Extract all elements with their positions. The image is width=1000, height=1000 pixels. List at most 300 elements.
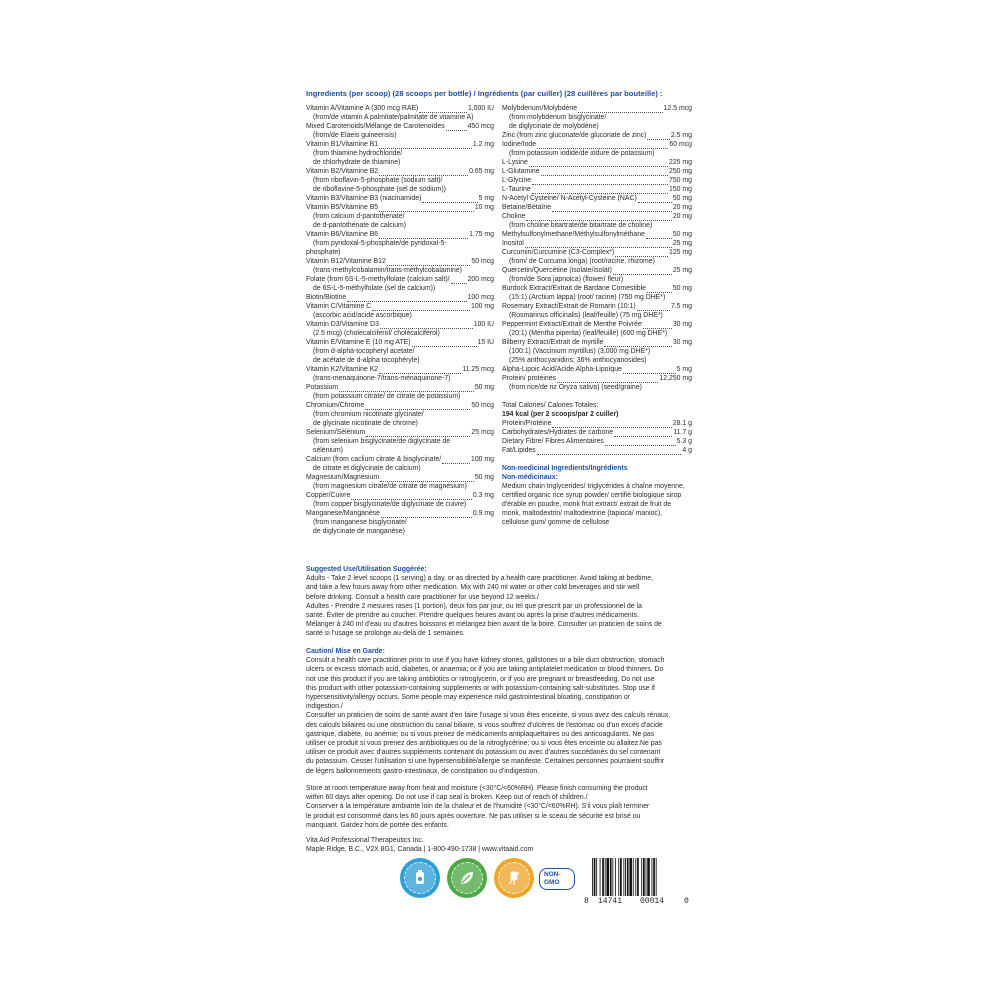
dot-leader [339,385,474,393]
ingredient-amount: 1,000 IU [467,105,494,112]
barcode-bar [641,858,642,896]
ingredient-amount: 1.75 mg [469,231,494,238]
ingredient-name: Vitamin B12/Vitamine B12 [306,258,386,265]
text-line: le produit est consommé dans les 60 jours après ouverture. Ne pas utiliser si le sceau de sécurité est brisé ou [306,812,641,820]
ingredient-row [502,230,692,239]
ingredient-name: Folate (from 6S-L-5-methylfolate (calcium salt)/ [306,276,450,283]
barcode-bar [615,858,616,896]
ingredient-name: Methylsulfonylmethane/Méthylsulfonylméthane [502,231,645,238]
ingredient-row [502,266,692,275]
dot-leader [647,133,670,141]
ingredient-name: Magnesium/Magnésium [306,474,380,481]
ingredient-row [502,131,692,140]
ingredient-source: (from/de Sora japnoica) (flower/ fleur) [509,276,624,283]
ingredient-name: Inositol [502,240,524,247]
ingredient-source: de chlorhydrate de thiamine) [313,159,401,166]
dot-leader [643,322,672,330]
text-line: and take a few hours away from other medication. Mix with 240 ml water or other cold beverages and stir well [306,584,640,592]
ingredient-name: Potassium [306,384,339,391]
ingredient-row [306,122,494,131]
ingredient-source: de glycinate nicotinate de chrome) [313,420,418,427]
dot-leader [525,241,672,249]
ingredient-amount: 11.25 mcg [462,366,494,373]
ingredient-name: Vitamin E/Vitamine E (10 mg ATE) [306,339,411,346]
ingredient-amount: 10 mg [474,204,494,211]
ingredient-source: de diglycinate de manganèse) [313,528,405,535]
ingredient-row [306,365,494,374]
dot-leader [613,268,672,276]
ingredient-row [306,383,494,392]
text-line: Adultes - Prendre 2 mesures rases (1 portion), deux fois par jour, ou tel que prescrit par un professionnel de la [306,602,642,610]
ingredient-amount: 50 mcg [471,258,494,265]
ingredient-amount: 28.1 g [672,420,692,427]
dot-leader [537,142,668,150]
ingredient-row [306,230,494,239]
ingredient-name: N-Acetyl Cysteine/ N-Acétyl-Cystéine (NAC) [502,195,637,202]
barcode-bar [653,858,655,896]
ingredient-row [502,320,692,329]
ingredient-amount: 50 mg [474,384,494,391]
ingredient-name: Choline [502,213,526,220]
ingredient-name: Vitamin D3/Vitamine D3 [306,321,379,328]
dot-leader [347,295,466,303]
barcode-bar [605,858,606,896]
dot-leader [615,250,668,258]
caution-section [306,647,698,776]
ingredient-row [306,491,494,500]
barcode-bar [606,858,609,896]
ingredient-row [502,302,692,311]
ingredient-amount: 0.3 mg [472,492,494,499]
ingredient-row [502,167,692,176]
ingredient-row [502,104,692,113]
text-line: before drinking. Consult a health care practitioner for use beyond 12 weeks./ [306,593,539,601]
ingredient-row [306,320,494,329]
ingredient-name: Selenium/Sélénium [306,429,366,436]
barcode-bar [625,858,626,896]
ingredient-source: (from/de Elaeis guineensis) [313,132,397,139]
ingredient-amount: 200 mcg [467,276,494,283]
dot-leader [379,142,472,150]
barcode-bar [610,858,612,896]
vegan-badge-icon [400,858,440,898]
ingredient-row [502,194,692,203]
ingredient-name: Vitamin K2/Vitamine K2 [306,366,379,373]
ingredient-source: (100:1) (Vaccinium myrtillus) (3,000 mg DHE*) [509,348,651,355]
ingredient-source: (from magnesium citrate/de citrate de magnésium) [313,483,467,490]
barcode-bar [592,858,593,896]
ingredient-amount: 5 mg [676,366,692,373]
ingredient-row [502,374,692,383]
ingredients-left-column [306,104,494,536]
ingredient-source: (15:1) (Arctium lappa) (root/ racine) (750 mg DHE*) [509,294,666,301]
dot-leader [379,205,474,213]
ingredient-amount: 0.9 mg [472,510,494,517]
ingredient-amount: 7.5 mg [670,303,692,310]
ingredient-name: Molybdenum/Molybdène [502,105,578,112]
barcode-bar [612,858,613,896]
ingredient-amount: 100 IU [473,321,494,328]
text-line: within 60 days after opening. Do not use if cap seal is broken. Keep out of reach of children./ [306,794,588,802]
ingredient-source: (25% anthocyanidins; 36% anthocyanosides) [509,357,647,364]
non-medicinal-title: Non-medicinal Ingredients/Ingrédients [502,465,628,472]
ingredient-row [502,338,692,347]
barcode-bar [596,858,597,896]
ingredient-amount: 5.3 g [676,438,692,445]
ingredient-amount: 20 mg [672,204,692,211]
ingredient-source: (from chromium nicotinate glycinate/ [313,411,424,418]
ingredient-name: Bilberry Extract/Extrait de myrtille [502,339,604,346]
ingredient-row [306,275,494,284]
ingredient-amount: 25 mcg [471,429,494,436]
ingredient-source: de 6S-L-5-méthylfolate (sel de calcium)) [313,285,436,292]
ingredient-amount: 25 mg [672,240,692,247]
ingredient-row [306,473,494,482]
barcode-left-group: 14741 [598,897,623,906]
ingredient-amount: 5 mg [478,195,494,202]
ingredient-source: de diglycinate de molybdène) [509,123,599,130]
dot-leader [387,259,471,267]
ingredient-source: (from rice/de riz Oryza sativa) (seed/graine) [509,384,642,391]
dot-leader [379,367,461,375]
ingredient-amount: 750 mg [669,177,692,184]
ingredient-name: L-Taurine [502,186,531,193]
ingredient-source: (ascorbic acid/acide ascorbique) [313,312,412,319]
ingredient-name: Vitamin B3/Vitamine B3 (niacinamide) [306,195,422,202]
ingredient-row [306,509,494,518]
barcode-bar [635,858,636,896]
ingredient-row [306,167,494,176]
calories-breakdown [502,419,692,455]
text-line: utiliser ce produit avec d'autres suppléments contenant du potassium ou avec d'autres succédanés du sel contenant [306,749,661,757]
ingredient-row [306,302,494,311]
dot-leader [442,457,470,465]
ingredient-row [306,203,494,212]
ingredient-amount: 25 mg [672,267,692,274]
ingredient-name: Vitamin A/Vitamine A (300 mcg RAE) [306,105,419,112]
dot-leader [381,511,472,519]
ingredient-name: Biotin/Biotine [306,294,347,301]
ingredient-amount: 30 mg [672,321,692,328]
barcode-bar [623,858,624,896]
certification-badges [400,858,580,902]
ingredient-row [306,428,494,437]
ingredient-row [502,212,692,221]
dot-leader [552,421,671,429]
ingredient-amount: 20 mg [672,213,692,220]
barcode-bar [618,858,619,896]
ingredient-name: Vitamin B2/Vitamine B2 [306,168,379,175]
ingredient-source: (from choline bitartrate/de bitartrate de choline) [509,222,653,229]
ingredient-source: (trans-menaquinone-7/trans-ménaquinone-7) [313,375,451,382]
dot-leader [419,106,467,114]
ingredient-amount: 100 mg [471,456,494,463]
dot-leader [541,169,668,177]
storage-text [306,784,698,830]
text-line: Consult a health care practitioner prior to use if you have kidney stones, gallstones or a bile duct obstruction, stomach [306,657,665,665]
ingredient-amount: 50 mg [672,195,692,202]
ingredients-right-list [502,104,692,392]
ingredient-source: (from thiamine hydrochloride/ [313,150,403,157]
dot-leader [646,232,672,240]
ingredient-source: (from copper bisglycinate/de diglycinate de cuivre) [313,501,467,508]
barcode-bars [592,858,682,896]
text-line: ulcers or excess stomach acid, diabetes, or anaemia; or if you are taking antiplatelet medication or blood thinners. Do [306,666,664,674]
barcode-bar [652,858,653,896]
barcode-bar [602,858,604,896]
ingredient-name: Vitamin B1/Vitamine B1 [306,141,379,148]
ingredient-amount: 50 mcg [471,402,494,409]
dot-leader [637,304,670,312]
ingredient-name: Iodine/Iode [502,141,537,148]
suggested-use-section [306,565,698,639]
company-address: Maple Ridge, B.C., V2X 8G1, Canada | 1-800-490-1738 | www.vitaaid.com [306,846,534,854]
ingredient-source: (from/de vitamin A palmitate/palmitate de vitamine A) [313,114,474,121]
ingredient-row [306,401,494,410]
ingredient-row [502,239,692,248]
ingredients-right-column [502,104,692,527]
barcode-bar [647,858,650,896]
ingredient-row [306,338,494,347]
dot-leader [372,304,470,312]
ingredient-source: (2.5 mcg) (cholecalciferol/ cholécalciférol) [313,330,440,337]
text-line: santé. Éviter de prendre au coucher. Prendre quelques heures avant ou après la prise d'autres médicaments. [306,612,640,620]
dot-leader [365,403,470,411]
ingredient-row [502,248,692,257]
company-name: Vita Aid Professional Therapeutics Inc. [306,837,424,844]
ingredient-amount: 125 mg [669,249,692,256]
ingredient-source: (from riboflavin-5-phosphate (sodium salt)/ [313,177,443,184]
dot-leader [526,214,671,222]
barcode-last-digit: 0 [684,897,689,906]
calories-kcal: 194 kcal (per 2 scoops/par 2 cuiller) [502,411,619,418]
ingredient-name: Alpha-Lipoic Acid/Acide Alpha-Lipoïque [502,366,622,373]
ingredient-name: Vitamin B5/Vitamine B5 [306,204,379,211]
ingredient-name: Fat/Lipides [502,447,536,454]
ingredient-source: (from selenium bisglycinate/de diglycinate de [313,438,451,445]
text-line: des calculs biliaires ou une obstruction du canal biliaire, si vous souffrez d'ulcères de l'estomac ou d'un excès d'acide [306,721,663,729]
text-line: Conserver à la température ambiante loin de la chaleur et de l'humidité (<30°C/<60%RH). S'il vous plaît terminer [306,803,650,811]
ingredient-row [306,104,494,113]
non-medicinal-body: Medium chain triglycerides/ triglycérides à chaîne moyenne, certified organic rice syrup powder/ certifié biologique sirop d'érable en poudre, monk fruit extract/ extrait de fruit de monk, maltodextrin/ maltodextrine (tapioca/ manioc), cellulose gum/ gomme de cellulose [502,483,685,526]
ingredient-row [502,158,692,167]
ingredient-name: Rosemary Extract/Extrait de Romarin (10:1) [502,303,636,310]
dot-leader [529,160,668,168]
dot-leader [532,178,668,186]
ingredient-source: (from potassium citrate/ de citrate de potassium) [313,393,461,400]
ingredient-source: (from potassium iodide/de iodure de potassium) [509,150,655,157]
ingredient-row [306,293,494,302]
ingredient-source: de citrate et diglycinate de calcium) [313,465,421,472]
barcode-bar [656,858,657,896]
dot-leader [647,286,672,294]
barcode-right-group: 00014 [640,897,665,906]
ingredient-name: Vitamin C/Vitamine C [306,303,372,310]
ingredient-name: Curcumin/Curcumine (C3-Complex*) [502,249,615,256]
ingredient-amount: 11.7 g [673,429,692,436]
barcode [584,858,690,910]
ingredient-name: Mixed Carotenoids/Mélange de Carotenoïdes [306,123,445,130]
text-line: utiliser ce produit si vous prenez des antibiotiques ou de la nitroglycérine; ou si vous êtes enceinte ou allaitez.Ne pas [306,740,662,748]
ingredient-amount: 250 mg [669,168,692,175]
text-line: gastrique, diabète, ou anémie; ou si vous prenez de médicaments antiplaquettaires ou des anticoagulants. Ne pas [306,730,655,738]
dot-leader [380,475,474,483]
barcode-bar [600,858,601,896]
ingredient-amount: 0.65 mg [469,168,494,175]
dot-leader [366,430,470,438]
ingredient-amount: 100 mg [471,303,494,310]
ingredient-amount: 12,250 mg [659,375,692,382]
barcode-bar [643,858,645,896]
ingredient-name: Zinc (from zinc gluconate/de gluconate de zinc) [502,132,647,139]
ingredient-row [502,365,692,374]
dot-leader [557,376,658,384]
ingredient-text: phosphate) [306,249,341,256]
ingredient-row [502,284,692,293]
ingredient-amount: 150 mg [669,186,692,193]
ingredient-name: Protein/ protéines [502,375,557,382]
dot-leader [604,340,671,348]
ingredient-name: L-Lysine [502,159,528,166]
dot-leader [578,106,663,114]
calories-label: Total Calories/ Calories Totales: [502,402,599,409]
dot-leader [532,187,668,195]
ingredient-name: Calcium (from caclium citrate & bisglycinate/ [306,456,442,463]
ingredient-name: Protein/Protéine [502,420,552,427]
non-medicinal-subtitle: Non-médicinaux: [502,474,558,481]
ingredient-name: L-Glutamine [502,168,540,175]
dot-leader [351,493,471,501]
ingredients-title: Ingredients (per scoop) (28 scoops per bottle) / Ingrédients (par cuiller) (28 cuillères par bouteille) : [306,89,663,98]
storage-section [306,784,698,830]
dot-leader [380,322,473,330]
company-info [306,836,533,854]
barcode-bar [629,858,632,896]
dot-leader [412,340,477,348]
ingredient-row [306,455,494,464]
ingredient-name: Manganese/Manganèse [306,510,380,517]
dot-leader [605,439,676,447]
ingredient-amount: 225 mg [669,159,692,166]
ingredient-row [306,194,494,203]
ingredient-amount: 100 mcg [467,294,494,301]
non-gmo-line2: GMO [544,879,560,886]
ingredient-source: de riboflavine-5-phosphate (sel de sodium)) [313,186,446,193]
dot-leader [379,232,468,240]
caution-text [306,656,698,776]
ingredient-row [502,428,692,437]
barcode-first-digit: 8 [584,897,589,906]
ingredient-amount: 50 mg [672,285,692,292]
ingredient-row [502,176,692,185]
ingredient-amount: 450 mcg [467,123,494,130]
ingredient-row [306,140,494,149]
dot-leader [638,196,672,204]
barcode-bar [594,858,596,896]
ingredient-name: Betaine/Bétaïne [502,204,552,211]
ingredient-source: (from molybdenum bisglycinate/ [509,114,607,121]
ingredient-amount: 12.5 mcg [663,105,692,112]
text-line: this product with other potassium-containing supplements or with potassium-containing salt-substitutes. Stop use if [306,684,655,692]
ingredient-name: Peppermint Extract/Extrait de Menthe Poivrée [502,321,642,328]
ingredient-name: Quercetin/Quercétine (isolate/isolat) [502,267,612,274]
non-gmo-wheat-badge-icon [494,858,534,898]
ingredient-name: Copper/Cuivre [306,492,351,499]
suggested-use-text [306,574,698,638]
ingredient-source: (from pyridoxal-5-phosphate/de pyridoxal-5- [313,240,447,247]
dot-leader [446,124,467,132]
ingredient-name: Dietary Fibre/ Fibres Alimentaires [502,438,604,445]
text-line: Store at room temperature away from heat and moisture (<30°C/<60%RH). Please finish consuming the product [306,785,648,792]
ingredient-name: Carbohydrates/Hydrates de carbone [502,429,614,436]
ingredient-name: L-Glycine [502,177,532,184]
ingredient-source: (from calcium d-pantothenate/ [313,213,405,220]
dot-leader [379,169,468,177]
ingredient-amount: 2.5 mg [670,132,692,139]
barcode-bar [627,858,629,896]
dot-leader [422,196,477,204]
ingredient-name: Chromium/Chrome [306,402,365,409]
ingredient-amount: 50 mg [474,474,494,481]
ingredient-name: Burdock Extract/Extrait de Bardane Comestible [502,285,647,292]
dot-leader [552,205,672,213]
text-line: Consulter un praticien de soins de santé avant d'en faire l'usage si vous êtes enceinte, si vous avez des calculs rénaux, [306,712,671,720]
ingredient-source: (from/ de Curcuma longa) (root/racine, rhizome) [509,258,655,265]
barcode-bar [646,858,647,896]
ingredient-amount: 50 mg [672,231,692,238]
non-gmo-tag [539,868,575,890]
ingredient-amount: 1.2 mg [472,141,494,148]
barcode-bar [633,858,634,896]
text-line: Mélanger à 240 ml d'eau ou d'autres boissons et mélangez bien avant de la boire. Consulter un praticien de soins de [306,621,662,629]
ingredient-name: Vitamin B6/Vitamine B6 [306,231,379,238]
text-line: hypersensitivity/allergy occurs. Some people may experience mild gastrointestinal bloating, constipation or [306,694,631,702]
dot-leader [451,277,467,285]
ingredient-amount: 4 g [682,447,692,454]
ingredient-amount: 30 mg [672,339,692,346]
ingredient-row [502,446,692,455]
ingredient-source: de d-pantothénate de calcium) [313,222,407,229]
barcode-bar [620,858,622,896]
text-line: not use this product if you are taking antibiotics or nitroglycerin, or if you are pregnant or breastfeeding. Do not use [306,675,655,683]
ingredient-amount: 15 IU [477,339,494,346]
ingredient-row [502,419,692,428]
ingredient-row [502,203,692,212]
ingredient-row [502,140,692,149]
ingredient-source: (Rosmarinus officinalis) (leaf/feuille) (75 mg DHE*) [509,312,663,319]
suggested-use-title: Suggested Use/Utilisation Suggérée: [306,566,427,573]
text-line: indigestion./ [306,703,343,711]
text-line: santé si l'usage se prolonge au-delà de 1 semaines. [306,630,465,638]
non-gmo-line1: NON- [544,871,561,878]
text-line: Adults - Take 2 level scoops (1 serving) a day, or as directed by a health care practitioner. Avoid taking at bedtime, [306,575,654,583]
barcode-bar [637,858,639,896]
ingredient-source: de acétate de d-alpha tocophéryle) [313,357,420,364]
dot-leader [537,448,682,456]
ingredient-source: (20:1) (Mentha piperita) (leaf/feuille) (600 mg DHE*) [509,330,668,337]
ingredient-source: (from manganese bisglycinate/ [313,519,407,526]
ingredient-row [306,257,494,266]
caution-title: Caution/ Mise en Garde: [306,648,385,655]
ingredient-row [502,185,692,194]
ingredient-amount: 60 mcg [669,141,692,148]
dot-leader [614,430,672,438]
ingredient-source: sélénium) [313,447,343,454]
gluten-free-badge-icon [447,858,487,898]
dot-leader [623,367,676,375]
ingredient-row [502,437,692,446]
text-line: manquant. Gardez hors de portée des enfants. [306,821,449,829]
